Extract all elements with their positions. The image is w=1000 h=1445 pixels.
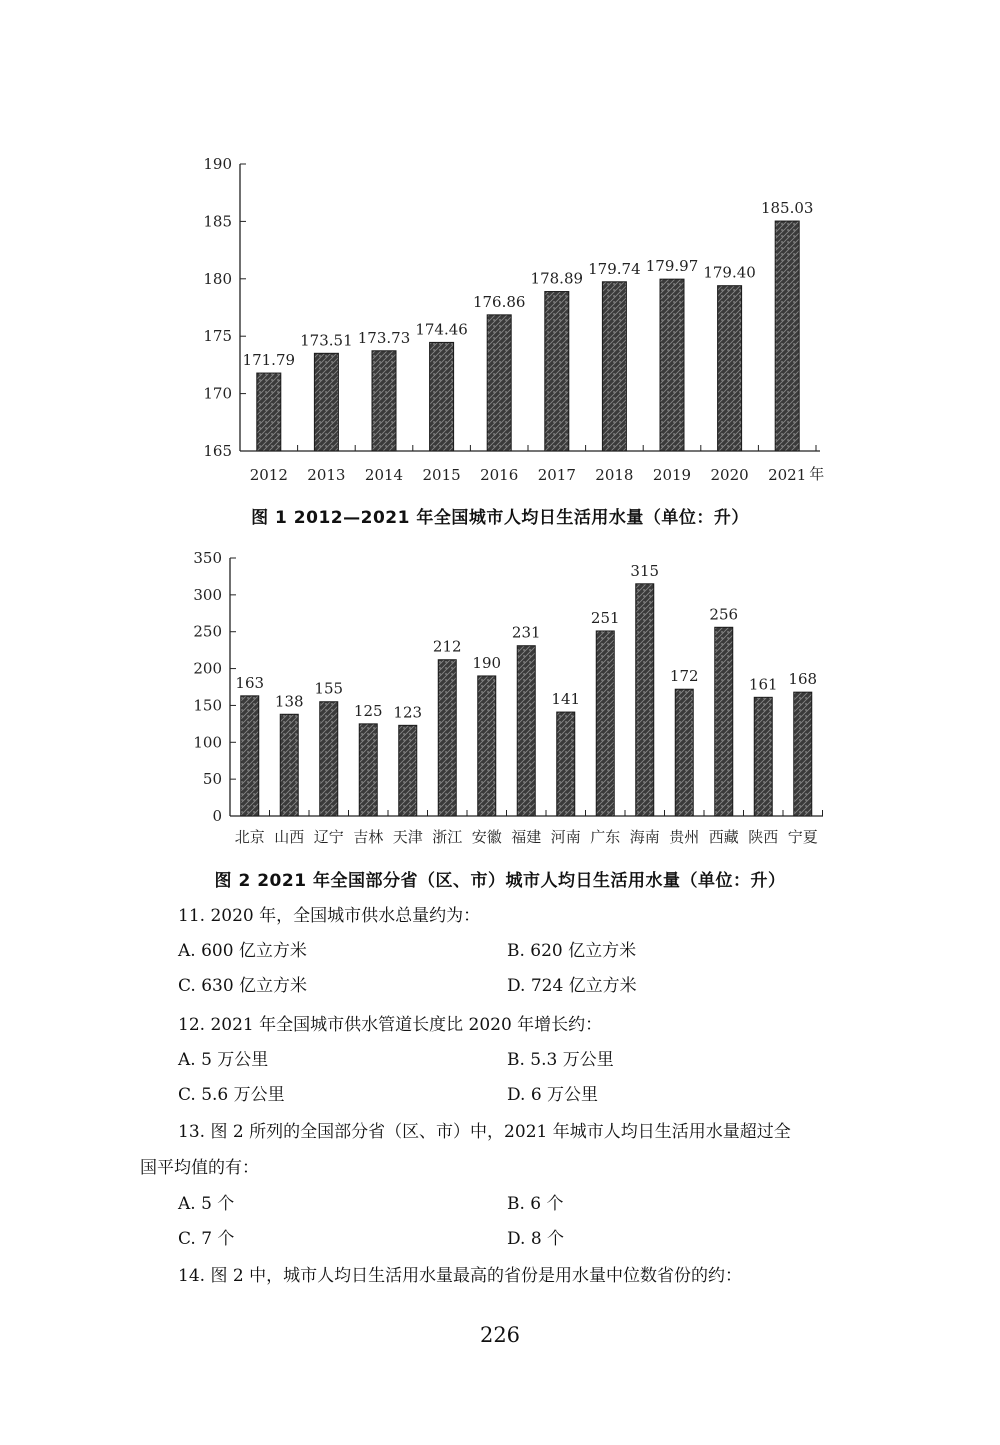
bar-value-label: 251 bbox=[590, 608, 620, 627]
x-category-label: 河南 bbox=[550, 828, 581, 846]
bar-value-label: 138 bbox=[274, 692, 304, 711]
bar-value-label: 190 bbox=[472, 653, 502, 672]
chart-2-province-water-use bbox=[0, 549, 1000, 852]
bar-贵州 bbox=[675, 689, 693, 816]
question-11-stem: 11. 2020 年，全国城市供水总量约为： bbox=[178, 906, 481, 926]
x-category-label: 2014 bbox=[364, 466, 404, 484]
bar-2015 bbox=[430, 342, 454, 451]
chart-2-caption: 图 2 2021 年全国部分省（区、市）城市人均日生活用水量（单位：升） bbox=[214, 871, 786, 891]
x-category-label: 2016 bbox=[480, 466, 519, 484]
question-13-stem-line-1: 13. 图 2 所列的全国部分省（区、市）中，2021 年城市人均日生活用水量超过全 bbox=[178, 1122, 791, 1142]
page-number: 226 bbox=[479, 1323, 521, 1347]
y-tick-label: 350 bbox=[193, 549, 222, 567]
question-12-option-c: C. 5.6 万公里 bbox=[178, 1085, 285, 1105]
bar-value-label: 178.89 bbox=[530, 269, 584, 288]
question-14-stem: 14. 图 2 中，城市人均日生活用水量最高的省份是用水量中位数省份的约： bbox=[178, 1266, 743, 1286]
y-tick-label: 175 bbox=[203, 327, 232, 346]
question-13-option-b: B. 6 个 bbox=[507, 1194, 564, 1214]
bar-value-label: 173.51 bbox=[300, 331, 353, 350]
y-tick-label: 200 bbox=[193, 659, 222, 678]
question-12-stem: 12. 2021 年全国城市供水管道长度比 2020 年增长约： bbox=[178, 1015, 603, 1035]
x-axis-unit: 年 bbox=[809, 465, 825, 483]
bar-山西 bbox=[280, 714, 298, 816]
bar-宁夏 bbox=[794, 692, 812, 816]
bar-value-label: 212 bbox=[432, 637, 462, 656]
y-tick-label: 100 bbox=[193, 733, 222, 752]
x-category-label: 天津 bbox=[392, 828, 423, 846]
question-11-option-c: C. 630 亿立方米 bbox=[178, 976, 308, 996]
bar-2013 bbox=[314, 353, 338, 451]
bar-北京 bbox=[241, 696, 259, 816]
bar-辽宁 bbox=[320, 702, 338, 816]
x-category-label: 2013 bbox=[307, 466, 346, 484]
x-category-label: 浙江 bbox=[432, 828, 463, 846]
question-11-option-b: B. 620 亿立方米 bbox=[507, 941, 637, 961]
bar-value-label: 123 bbox=[393, 703, 423, 722]
y-tick-label: 165 bbox=[203, 442, 232, 460]
bar-安徽 bbox=[478, 676, 496, 816]
x-category-label: 安徽 bbox=[471, 828, 502, 846]
question-12-option-a: A. 5 万公里 bbox=[178, 1050, 269, 1070]
bar-value-label: 141 bbox=[551, 690, 581, 709]
bar-西藏 bbox=[715, 627, 733, 816]
y-tick-label: 170 bbox=[203, 384, 232, 403]
question-13-option-c: C. 7 个 bbox=[178, 1229, 235, 1249]
bar-value-label: 173.73 bbox=[357, 328, 411, 347]
x-category-label: 陕西 bbox=[748, 828, 779, 846]
bar-2018 bbox=[602, 282, 626, 451]
bar-value-label: 163 bbox=[235, 673, 265, 692]
x-category-label: 2012 bbox=[249, 466, 288, 484]
question-13-option-d: D. 8 个 bbox=[507, 1229, 565, 1249]
y-tick-label: 250 bbox=[193, 622, 222, 641]
bar-value-label: 176.86 bbox=[472, 292, 526, 311]
bar-2019 bbox=[660, 279, 684, 451]
bar-广东 bbox=[596, 631, 614, 816]
x-category-label: 广东 bbox=[590, 828, 621, 846]
bar-value-label: 185.03 bbox=[760, 199, 814, 218]
x-category-label: 2020 bbox=[710, 466, 749, 484]
y-tick-label: 180 bbox=[203, 269, 232, 288]
bar-2020 bbox=[718, 286, 742, 451]
x-category-label: 2018 bbox=[595, 466, 634, 484]
bar-吉林 bbox=[359, 724, 377, 816]
y-tick-label: 185 bbox=[203, 212, 232, 231]
bar-value-label: 231 bbox=[511, 623, 541, 642]
question-13-option-a: A. 5 个 bbox=[178, 1194, 235, 1214]
bar-value-label: 155 bbox=[314, 679, 344, 698]
bar-value-label: 179.74 bbox=[588, 259, 641, 278]
bar-value-label: 179.97 bbox=[645, 257, 699, 276]
x-category-label: 2021 bbox=[768, 466, 807, 484]
bar-value-label: 125 bbox=[353, 701, 383, 720]
question-12-option-d: D. 6 万公里 bbox=[507, 1085, 599, 1105]
bar-陕西 bbox=[754, 697, 772, 816]
bar-2014 bbox=[372, 351, 396, 451]
bar-海南 bbox=[636, 584, 654, 816]
bar-value-label: 256 bbox=[709, 605, 739, 624]
x-category-label: 宁夏 bbox=[787, 828, 818, 846]
y-tick-label: 0 bbox=[212, 807, 222, 825]
x-category-label: 吉林 bbox=[353, 828, 384, 846]
y-tick-label: 50 bbox=[202, 770, 222, 789]
y-tick-label: 150 bbox=[193, 696, 222, 715]
x-category-label: 北京 bbox=[234, 828, 265, 846]
bar-value-label: 161 bbox=[748, 675, 778, 694]
x-category-label: 2017 bbox=[537, 466, 576, 484]
bar-2021 bbox=[775, 221, 799, 451]
x-category-label: 2015 bbox=[422, 466, 461, 484]
bar-value-label: 171.79 bbox=[242, 351, 296, 370]
bar-value-label: 179.40 bbox=[703, 263, 756, 282]
bar-value-label: 174.46 bbox=[415, 320, 468, 339]
question-13-stem-line-2: 国平均值的有： bbox=[140, 1158, 259, 1178]
bar-value-label: 168 bbox=[788, 670, 818, 689]
bar-天津 bbox=[399, 725, 417, 816]
bar-2017 bbox=[545, 292, 569, 451]
x-category-label: 福建 bbox=[511, 828, 542, 846]
question-11-option-a: A. 600 亿立方米 bbox=[178, 941, 307, 961]
chart-1-caption: 图 1 2012—2021 年全国城市人均日生活用水量（单位：升） bbox=[251, 508, 749, 528]
x-category-label: 贵州 bbox=[669, 828, 700, 846]
x-category-label: 2019 bbox=[652, 466, 692, 484]
bar-福建 bbox=[517, 646, 535, 816]
x-category-label: 山西 bbox=[274, 828, 305, 846]
bar-浙江 bbox=[438, 660, 456, 816]
chart-1-annual-water-use bbox=[0, 150, 1000, 490]
x-category-label: 西藏 bbox=[708, 828, 739, 846]
x-category-label: 辽宁 bbox=[313, 828, 344, 846]
question-11-option-d: D. 724 亿立方米 bbox=[507, 976, 637, 996]
y-tick-label: 300 bbox=[193, 585, 222, 604]
x-category-label: 海南 bbox=[629, 828, 660, 846]
bar-2012 bbox=[257, 373, 281, 451]
bar-2016 bbox=[487, 315, 511, 451]
question-12-option-b: B. 5.3 万公里 bbox=[507, 1050, 614, 1070]
y-tick-label: 190 bbox=[203, 155, 232, 173]
bar-河南 bbox=[557, 712, 575, 816]
bar-value-label: 315 bbox=[630, 561, 660, 580]
bar-value-label: 172 bbox=[669, 667, 699, 686]
